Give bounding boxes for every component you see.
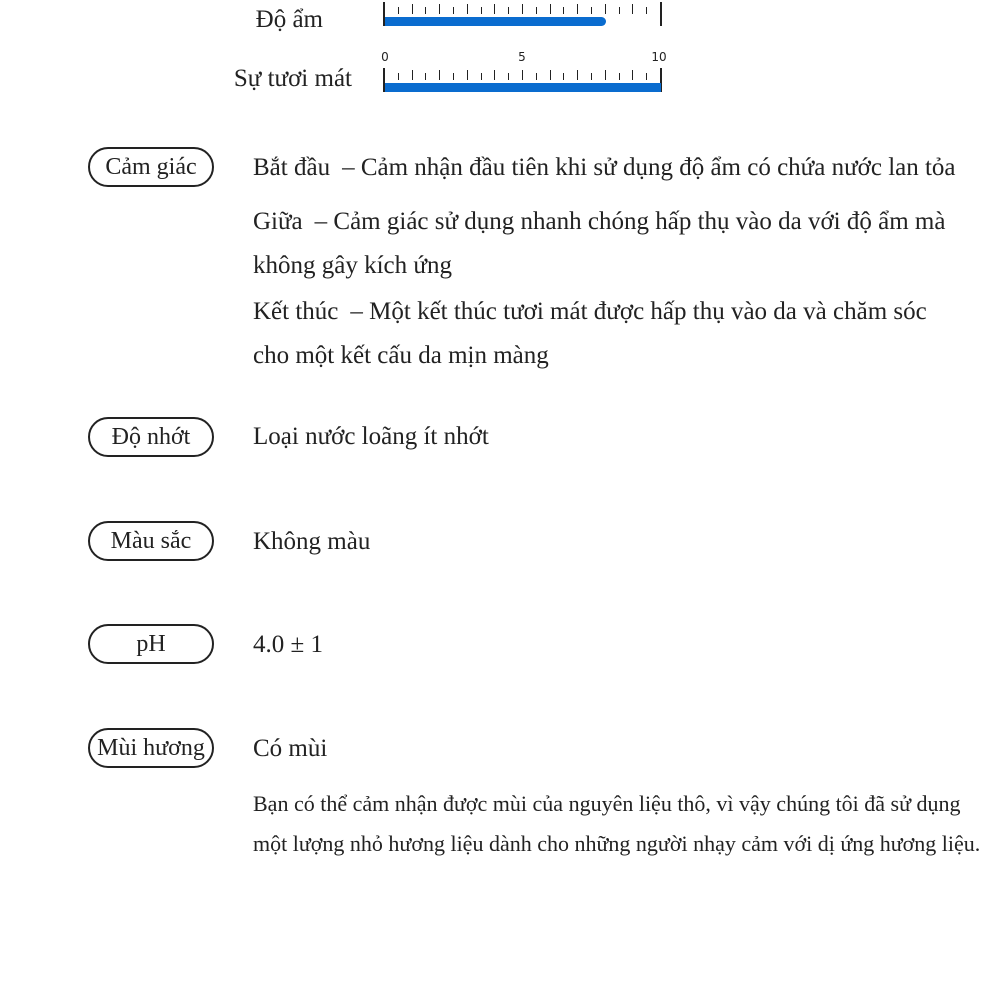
color-text: Không màu [253,528,371,555]
scale-tick [508,7,509,14]
ph-text: 4.0 ± 1 [253,631,323,658]
scale-tick [481,73,482,80]
scale-tick [550,70,551,80]
scale-tick [563,7,564,14]
scale-fill [385,17,606,26]
rating-label-moisture: Độ ẩm [255,6,323,33]
scale-tick [646,73,647,80]
feel-pill-label: Cảm giác [105,153,197,180]
feel-start-stage: Bắt đầu [253,154,331,181]
scale-tick [412,4,413,14]
scale-tick [412,70,413,80]
feel-start [253,146,993,190]
scale-min-number: 0 [381,50,389,64]
scale-tick [439,70,440,80]
scale-tick [619,7,620,14]
scale-tick [632,4,633,14]
scent-pill-label: Mùi hương [97,734,205,761]
scale-tick [632,70,633,80]
rating-scale-freshness [381,44,667,94]
rating-label-freshness: Sự tươi mát [233,65,352,92]
scale-tick [522,4,523,14]
scale-tick [425,7,426,14]
feel-pill [88,147,214,187]
scale-tick [605,70,606,80]
scent-note: Bạn có thể cảm nhận được mùi của nguyên liệu thô, vì vậy chúng tôi đã sử dụng một lượng nhỏ hương liệu dành cho những người nhạy cảm với dị ứng hương liệu. [253,791,981,856]
scale-tick [619,73,620,80]
ph-pill [88,624,214,664]
scale-tick [467,4,468,14]
color-pill [88,521,214,561]
scale-tick [536,73,537,80]
feel-start-text: – Cảm nhận đầu tiên khi sử dụng độ ẩm có chứa nước lan tỏa [342,154,956,181]
feel-middle [253,200,983,288]
scale-tick [591,73,592,80]
scale-edge-right [660,2,662,26]
viscosity-text: Loại nước loãng ít nhớt [253,423,489,450]
scale-max-number: 10 [651,50,667,64]
scale-tick [453,7,454,14]
scale-tick [439,4,440,14]
scale-fill [385,83,661,92]
scale-tick [536,7,537,14]
feel-end-stage: Kết thúc [253,298,339,325]
scent-pill [88,728,214,768]
feel-end [253,290,963,378]
scale-tick [494,70,495,80]
viscosity-pill [88,417,214,457]
scale-tick [522,70,523,80]
scale-mid-number: 5 [518,50,526,64]
scale-tick [398,73,399,80]
viscosity-pill-label: Độ nhớt [111,423,191,450]
color-pill-label: Màu sắc [110,527,192,554]
scale-tick [494,4,495,14]
feel-middle-text: – Cảm giác sử dụng nhanh chóng hấp thụ vào da với độ ẩm mà không gây kích ứng [253,208,946,279]
scale-tick [563,73,564,80]
scent-text: Có mùi [253,735,328,762]
ph-pill-label: pH [136,630,166,657]
scale-tick [508,73,509,80]
scale-tick [605,4,606,14]
scale-tick [591,7,592,14]
scale-tick [467,70,468,80]
scale-tick [577,70,578,80]
rating-scale-moisture [383,0,663,28]
scale-tick [646,7,647,14]
scale-tick [481,7,482,14]
feel-middle-stage: Giữa [253,208,303,235]
scale-tick [425,73,426,80]
scale-tick [550,4,551,14]
scale-tick [453,73,454,80]
scale-tick [398,7,399,14]
scale-tick [577,4,578,14]
feel-end-text: – Một kết thúc tươi mát được hấp thụ vào da và chăm sóc cho một kết cấu da mịn màng [253,298,927,369]
